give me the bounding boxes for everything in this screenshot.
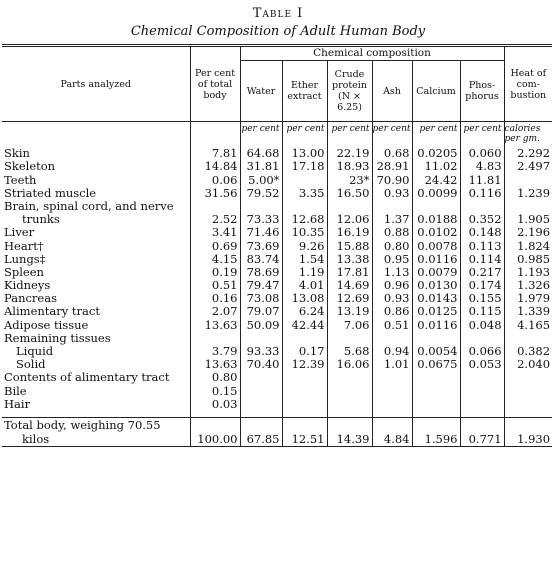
cell-heat: 2.040 (504, 358, 552, 371)
cell-ether: 13.08 (282, 292, 327, 305)
cell-protein (327, 200, 372, 213)
cell-ether: 1.54 (282, 253, 327, 266)
cell-p: 0.066 (460, 345, 504, 358)
cell-water: 31.81 (240, 160, 282, 173)
cell-ether: 3.35 (282, 187, 327, 200)
cell-protein: 12.06 (327, 213, 372, 226)
cell-ash: 1.01 (372, 358, 412, 371)
cell-heat: 4.165 (504, 318, 552, 331)
row-label: Brain, spinal cord, and nerve (4, 199, 174, 213)
cell-ash (372, 384, 412, 397)
row-label: Pancreas (4, 292, 57, 306)
cell-p (460, 200, 504, 213)
cell-water (240, 398, 282, 411)
cell-ether: 42.44 (282, 318, 327, 331)
table-row (2, 187, 552, 200)
cell-heat (504, 332, 552, 345)
cell-pct: 0.06 (190, 173, 240, 186)
cell-water (240, 332, 282, 345)
cell-water: 71.46 (240, 226, 282, 239)
total-heat: 1.930 (504, 432, 552, 447)
row-label: Bile (4, 384, 27, 398)
cell-p (460, 384, 504, 397)
cell-pct: 2.52 (190, 213, 240, 226)
cell-ash: 28.91 (372, 160, 412, 173)
cell-p (460, 371, 504, 384)
cell-ash (372, 200, 412, 213)
table-row (2, 358, 552, 371)
cell-water (240, 200, 282, 213)
cell-water: 79.52 (240, 187, 282, 200)
table-label: Table I (252, 6, 304, 21)
cell-ash: 0.93 (372, 292, 412, 305)
cell-protein: 17.81 (327, 266, 372, 279)
table-row (2, 318, 552, 331)
cell-protein: 16.19 (327, 226, 372, 239)
total-water: 67.85 (240, 432, 282, 447)
cell-ether (282, 332, 327, 345)
cell-ether: 6.24 (282, 305, 327, 318)
row-label: Skin (4, 147, 30, 161)
cell-ca: 0.0130 (412, 279, 460, 292)
cell-protein (327, 371, 372, 384)
cell-pct: 4.15 (190, 253, 240, 266)
cell-heat: 2.497 (504, 160, 552, 173)
cell-ether: 12.68 (282, 213, 327, 226)
cell-water: 50.09 (240, 318, 282, 331)
cell-protein: 16.50 (327, 187, 372, 200)
row-label: Liquid (16, 344, 54, 358)
cell-ash: 70.90 (372, 173, 412, 186)
cell-water: 79.47 (240, 279, 282, 292)
cell-protein: 12.69 (327, 292, 372, 305)
cell-p: 0.115 (460, 305, 504, 318)
cell-protein: 13.19 (327, 305, 372, 318)
cell-water: 73.33 (240, 213, 282, 226)
cell-protein: 14.69 (327, 279, 372, 292)
table-row (2, 305, 552, 318)
cell-ca: 0.0079 (412, 266, 460, 279)
cell-pct: 7.81 (190, 147, 240, 160)
cell-ash: 0.93 (372, 187, 412, 200)
cell-ca: 24.42 (412, 173, 460, 186)
cell-p: 0.060 (460, 147, 504, 160)
cell-protein: 5.68 (327, 345, 372, 358)
cell-water: 83.74 (240, 253, 282, 266)
header-protein: Crude protein (N × 6.25) (327, 61, 372, 122)
cell-ash: 0.80 (372, 239, 412, 252)
cell-heat (504, 200, 552, 213)
table-row (2, 200, 552, 213)
cell-ash: 0.86 (372, 305, 412, 318)
cell-ca: 0.0099 (412, 187, 460, 200)
table-row (2, 213, 552, 226)
cell-p: 0.048 (460, 318, 504, 331)
row-label: Liver (4, 226, 35, 240)
unit-phosphorus: per cent (460, 122, 504, 148)
cell-heat: 1.979 (504, 292, 552, 305)
cell-ether: 1.19 (282, 266, 327, 279)
cell-p: 0.113 (460, 239, 504, 252)
total-pct: 100.00 (190, 432, 240, 447)
total-protein: 14.39 (327, 432, 372, 447)
cell-pct: 13.63 (190, 358, 240, 371)
unit-heat: calories per gm. (504, 122, 552, 148)
cell-pct (190, 332, 240, 345)
row-label: trunks (22, 212, 60, 227)
cell-protein (327, 384, 372, 397)
unit-calcium: per cent (412, 122, 460, 148)
table-row (2, 253, 552, 266)
table-row (2, 292, 552, 305)
unit-protein: per cent (327, 122, 372, 148)
table-row (2, 345, 552, 358)
header-percent-body: Per cent of total body (190, 46, 240, 122)
row-label: Contents of alimentary tract (4, 371, 170, 385)
cell-ether (282, 371, 327, 384)
cell-protein: 23* (327, 173, 372, 186)
cell-pct: 3.41 (190, 226, 240, 239)
header-ether: Ether extract (282, 61, 327, 122)
row-label: Hair (4, 397, 31, 411)
cell-pct: 0.69 (190, 239, 240, 252)
table-row (2, 384, 552, 397)
total-calcium: 1.596 (412, 432, 460, 447)
row-label: Striated muscle (4, 186, 97, 200)
cell-pct: 14.84 (190, 160, 240, 173)
cell-ca: 11.02 (412, 160, 460, 173)
cell-p: 0.217 (460, 266, 504, 279)
cell-protein (327, 398, 372, 411)
cell-ca: 0.0116 (412, 318, 460, 331)
table-row (2, 332, 552, 345)
cell-pct: 13.63 (190, 318, 240, 331)
cell-p: 0.114 (460, 253, 504, 266)
cell-water: 64.68 (240, 147, 282, 160)
cell-pct: 0.80 (190, 371, 240, 384)
row-label: Alimentary tract (4, 305, 100, 319)
cell-p: 11.81 (460, 173, 504, 186)
table-body (2, 147, 552, 411)
row-label: Skeleton (4, 160, 56, 174)
cell-water: 73.69 (240, 239, 282, 252)
header-ash: Ash (372, 61, 412, 122)
cell-pct: 0.19 (190, 266, 240, 279)
cell-ca (412, 371, 460, 384)
cell-protein: 7.06 (327, 318, 372, 331)
cell-p: 0.352 (460, 213, 504, 226)
cell-pct: 31.56 (190, 187, 240, 200)
cell-ether: 4.01 (282, 279, 327, 292)
cell-protein: 15.88 (327, 239, 372, 252)
total-phosphorus: 0.771 (460, 432, 504, 447)
cell-water: 93.33 (240, 345, 282, 358)
cell-protein: 16.06 (327, 358, 372, 371)
cell-p: 0.116 (460, 187, 504, 200)
cell-protein: 18.93 (327, 160, 372, 173)
cell-protein: 22.19 (327, 147, 372, 160)
total-label-line2: kilos (22, 431, 50, 446)
cell-pct: 3.79 (190, 345, 240, 358)
header-phosphorus: Phos-phorus (460, 61, 504, 122)
cell-ether: 12.39 (282, 358, 327, 371)
cell-water: 70.40 (240, 358, 282, 371)
composition-table (2, 44, 552, 447)
cell-heat: 0.382 (504, 345, 552, 358)
cell-ash: 0.68 (372, 147, 412, 160)
cell-ca (412, 384, 460, 397)
cell-pct: 0.51 (190, 279, 240, 292)
cell-heat (504, 371, 552, 384)
cell-heat: 2.196 (504, 226, 552, 239)
cell-ca: 0.0125 (412, 305, 460, 318)
table-row (2, 226, 552, 239)
table-row (2, 239, 552, 252)
total-section (2, 411, 552, 447)
row-label: Heart† (4, 239, 44, 253)
cell-ether (282, 200, 327, 213)
cell-ash (372, 398, 412, 411)
table-title: Chemical Composition of Adult Human Body (130, 24, 426, 39)
cell-ether (282, 173, 327, 186)
cell-ca (412, 332, 460, 345)
table-row (2, 173, 552, 186)
cell-heat: 1.239 (504, 187, 552, 200)
cell-pct: 0.15 (190, 384, 240, 397)
cell-ether: 0.17 (282, 345, 327, 358)
cell-ash: 0.94 (372, 345, 412, 358)
cell-water: 5.00* (240, 173, 282, 186)
table-row (2, 371, 552, 384)
cell-protein (327, 332, 372, 345)
cell-ash: 1.37 (372, 213, 412, 226)
total-ash: 4.84 (372, 432, 412, 447)
cell-p: 0.155 (460, 292, 504, 305)
row-label: Teeth (4, 173, 37, 187)
row-label: Adipose tissue (4, 318, 89, 332)
cell-ether (282, 384, 327, 397)
cell-p: 4.83 (460, 160, 504, 173)
cell-ash: 0.95 (372, 253, 412, 266)
cell-pct: 2.07 (190, 305, 240, 318)
cell-ca: 0.0188 (412, 213, 460, 226)
row-label: Remaining tissues (4, 331, 111, 345)
total-ether: 12.51 (282, 432, 327, 447)
cell-ash (372, 332, 412, 345)
cell-ether: 10.35 (282, 226, 327, 239)
table-row (2, 279, 552, 292)
cell-ca: 0.0078 (412, 239, 460, 252)
cell-pct: 0.03 (190, 398, 240, 411)
table-row (2, 398, 552, 411)
cell-ca (412, 398, 460, 411)
cell-ether (282, 398, 327, 411)
row-label: Solid (16, 358, 46, 372)
row-label: Lungs‡ (4, 252, 46, 266)
cell-ca: 0.0102 (412, 226, 460, 239)
cell-p: 0.148 (460, 226, 504, 239)
cell-ash: 0.88 (372, 226, 412, 239)
cell-pct: 0.16 (190, 292, 240, 305)
cell-protein: 13.38 (327, 253, 372, 266)
cell-ash: 1.13 (372, 266, 412, 279)
table-row (2, 147, 552, 160)
unit-ash: per cent (372, 122, 412, 148)
row-label: Spleen (4, 265, 44, 279)
cell-water: 79.07 (240, 305, 282, 318)
header-heat: Heat of com-bustion (504, 46, 552, 122)
cell-p (460, 398, 504, 411)
cell-heat: 1.326 (504, 279, 552, 292)
cell-heat: 1.193 (504, 266, 552, 279)
total-label-line1: Total body, weighing 70.55 (4, 417, 161, 432)
unit-ether: per cent (282, 122, 327, 148)
cell-heat: 0.985 (504, 253, 552, 266)
header-calcium: Calcium (412, 61, 460, 122)
header-chemical: Chemical composition (240, 46, 504, 61)
cell-heat (504, 384, 552, 397)
cell-pct (190, 200, 240, 213)
table-row (2, 160, 552, 173)
cell-ca: 0.0675 (412, 358, 460, 371)
cell-ash: 0.51 (372, 318, 412, 331)
unit-water: per cent (240, 122, 282, 148)
cell-water: 78.69 (240, 266, 282, 279)
table-row (2, 266, 552, 279)
cell-p: 0.174 (460, 279, 504, 292)
header-water: Water (240, 61, 282, 122)
cell-water (240, 371, 282, 384)
cell-p: 0.053 (460, 358, 504, 371)
cell-ca: 0.0054 (412, 345, 460, 358)
cell-p (460, 332, 504, 345)
cell-water (240, 384, 282, 397)
cell-ether: 13.00 (282, 147, 327, 160)
cell-heat: 1.905 (504, 213, 552, 226)
cell-ash (372, 371, 412, 384)
cell-heat: 2.292 (504, 147, 552, 160)
cell-ca: 0.0205 (412, 147, 460, 160)
cell-ash: 0.96 (372, 279, 412, 292)
cell-heat (504, 398, 552, 411)
cell-heat: 1.824 (504, 239, 552, 252)
cell-ether: 17.18 (282, 160, 327, 173)
cell-ether: 9.26 (282, 239, 327, 252)
cell-ca (412, 200, 460, 213)
cell-heat (504, 173, 552, 186)
header-parts: Parts analyzed (2, 46, 190, 122)
cell-water: 73.08 (240, 292, 282, 305)
cell-ca: 0.0116 (412, 253, 460, 266)
cell-ca: 0.0143 (412, 292, 460, 305)
row-label: Kidneys (4, 278, 51, 293)
cell-heat: 1.339 (504, 305, 552, 318)
